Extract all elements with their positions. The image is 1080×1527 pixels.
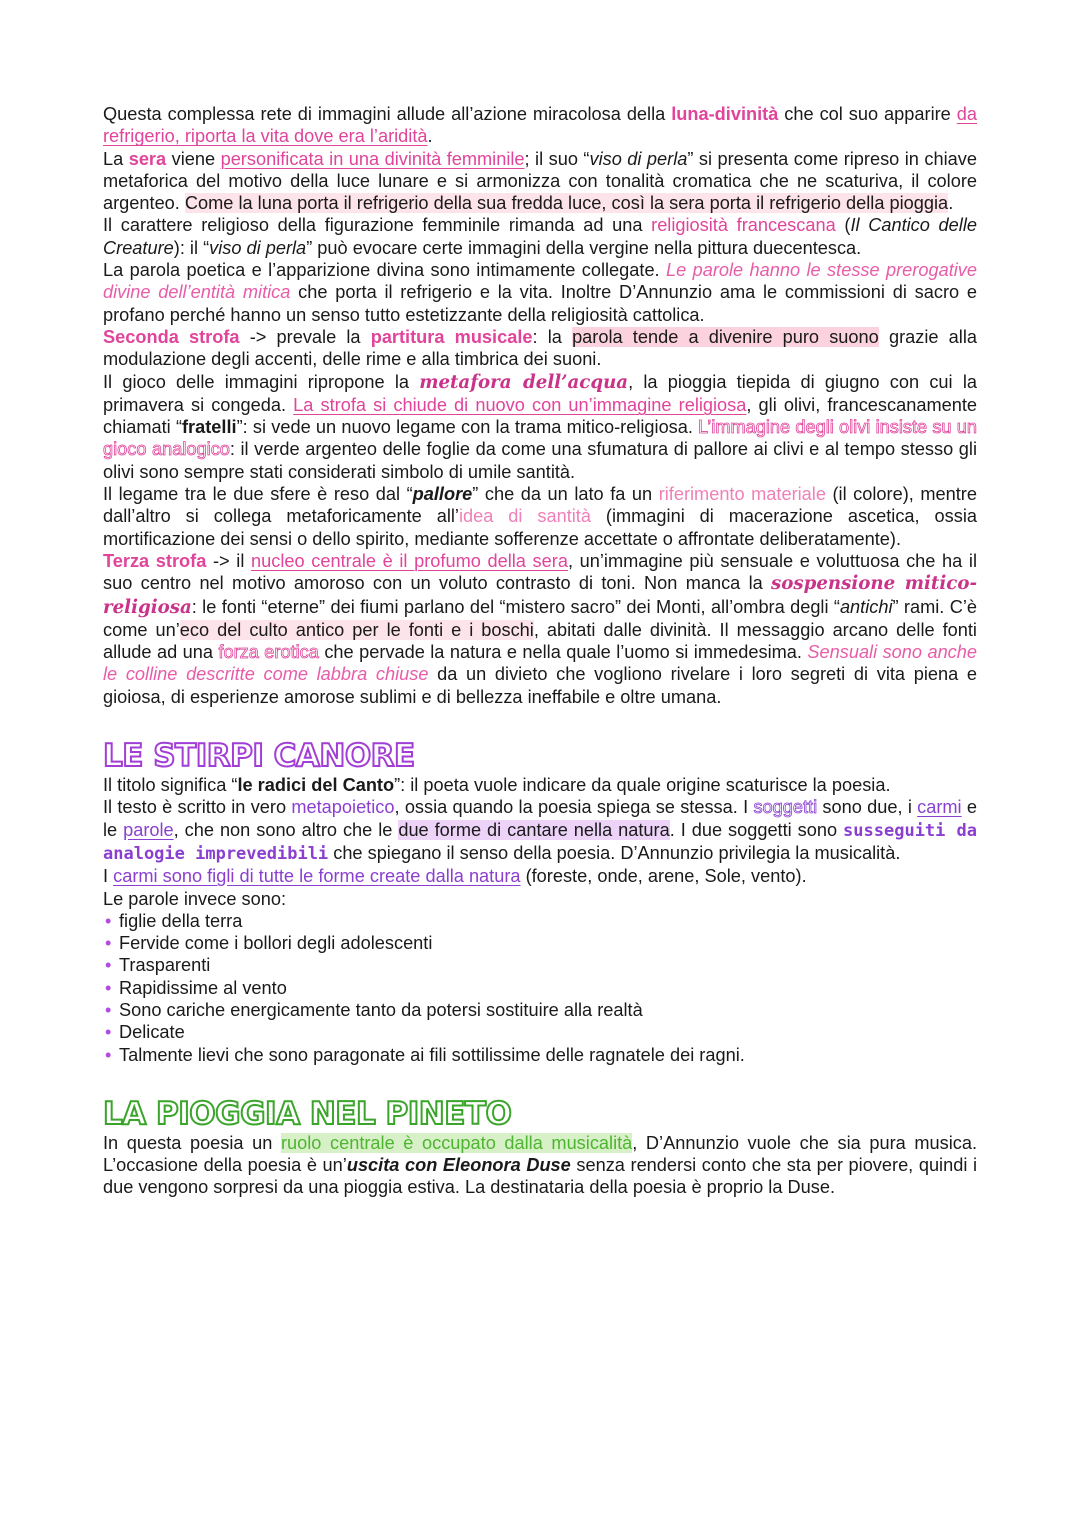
text: , gli olivi, francescanamente chiamati “ xyxy=(103,394,977,438)
text: ; il suo “ xyxy=(524,148,590,169)
text: ( xyxy=(835,215,851,236)
underlined-word: parole xyxy=(123,819,174,840)
text: (immagini di macerazione ascetica, ossia mortificazione dei sensi o dello spirito, mediante sofferenze accettate o affrontate deliberatamente). xyxy=(103,506,977,549)
bullet-dot: • xyxy=(105,999,112,1020)
text: , D’Annunzio vuole che sia pura musica. L’occasione della poesia è un’ xyxy=(103,1132,977,1176)
italic-quote: viso di perla xyxy=(209,237,307,258)
paragraph-metapoietico xyxy=(103,796,977,865)
text: che col suo apparire xyxy=(778,104,957,124)
text: (foreste, onde, arene, Sole, vento). xyxy=(520,866,807,887)
text: -> il xyxy=(206,550,252,571)
underlined-phrase: personificata in una divinità femminile xyxy=(220,148,525,169)
italic-quote: viso di perla xyxy=(589,148,688,169)
underlined-phrase: nucleo centrale è il profumo della sera xyxy=(251,550,568,571)
text: (il colore), mentre dall’altro si collega metaforicamente all’ xyxy=(103,484,977,527)
paragraph-parola-poetica xyxy=(103,259,977,326)
keyword-partitura: partitura musicale xyxy=(370,326,533,347)
text: La parola poetica e l’apparizione divina sono intimamente collegate. xyxy=(103,260,666,281)
bullet-dot: • xyxy=(105,955,112,976)
italic-word: antichi xyxy=(839,596,893,617)
underlined-phrase: carmi sono figli di tutte le forme create dalla natura xyxy=(113,866,521,887)
heading-le-stirpi-canore: LE STIRPI CANORE xyxy=(103,738,415,775)
text: da un divieto che vogliono rivelare i loro segreti di vita piena e gioiosa, di esperienze amorose sublimi e di bellezza ineffabile e oltre umana. xyxy=(103,664,977,707)
italic-pink-phrase: Sensuali sono anche le colline descritte come labbra chiuse xyxy=(103,642,978,685)
bullet-dot: • xyxy=(105,1044,112,1065)
text: I xyxy=(103,866,114,887)
text: che pervade la natura e nella quale l’uomo si immedesima. xyxy=(318,642,808,663)
paragraph-immagini xyxy=(103,371,977,483)
bullet-list xyxy=(103,910,977,1066)
italic-title: Il Cantico delle Creature xyxy=(103,215,977,258)
bullet-dot: • xyxy=(105,977,112,998)
text: senza rendersi conto che sta per piovere, quindi i due vengono sorpresi da una pioggia estiva. La destinataria della poesia è proprio la Duse. xyxy=(103,1155,977,1198)
text: , ossia quando la poesia spiega se stessa. I xyxy=(394,797,754,818)
text: , un’immagine più sensuale e voluttuosa che ha il suo centro nel motivo amoroso con un voluto contrasto di toni. Non manca la xyxy=(103,550,978,594)
paragraph-pioggia xyxy=(103,1132,977,1199)
text: : il verde argenteo delle foglie da come una sfumatura di pallore ai clivi e al tempo stesso gli olivi sono sempre stati considerati simbolo di umile santità. xyxy=(103,439,977,482)
text: Questa complessa rete di immagini allude all’azione miracolosa della xyxy=(103,104,672,124)
bold-italic-word: pallore xyxy=(412,484,473,505)
keyword-sera: sera xyxy=(128,148,167,169)
bullet-dot: • xyxy=(105,910,112,931)
text: grazie alla modulazione degli accenti, delle rime e alla timbrica dei suoni. xyxy=(103,326,977,370)
paragraph-religioso xyxy=(103,214,977,259)
text: . xyxy=(948,193,954,214)
bold-word: fratelli xyxy=(182,417,237,438)
text: : le fonti “eterne” dei fiumi parlano del “mistero sacro” dei Monti, all’ombra degli “ xyxy=(191,596,840,617)
text: -> prevale la xyxy=(239,326,371,347)
underlined-phrase: La strofa si chiude di nuovo con un’immagine religiosa xyxy=(293,394,747,415)
text: , che non sono altro che le xyxy=(173,819,399,840)
text: e le xyxy=(103,797,978,840)
bold-italic-phrase: uscita con Eleonora Duse xyxy=(346,1155,571,1176)
text: Il gioco delle immagini ripropone la xyxy=(103,371,420,392)
text: ” rami. C’è come un’ xyxy=(103,596,977,640)
text: . I due soggetti sono xyxy=(669,819,844,840)
list-item: • Sono cariche energicamente tanto da potersi sostituire alla realtà xyxy=(105,999,643,1020)
bold-phrase: le radici del Canto xyxy=(237,775,395,796)
paragraph-pallore xyxy=(103,483,977,550)
underlined-word: carmi xyxy=(917,797,962,818)
keyword-metapoietico: metapoietico xyxy=(291,797,395,818)
keyword-luna-divinita: luna-divinità xyxy=(671,104,779,124)
keyword-metafora: metafora dell’acqua xyxy=(419,371,629,393)
text: : la xyxy=(532,326,573,347)
text: che spiegano il senso della poesia. D’Annunzio privilegia la musicalità. xyxy=(328,842,901,863)
text: che porta il refrigerio e la vita. Inoltre D’Annunzio ama le commissioni di sacro e profano perché hanno un senso tutto estetizzante della religiosità cattolica. xyxy=(103,282,977,325)
bullet-dot: • xyxy=(105,933,112,954)
text: In questa poesia un xyxy=(103,1132,281,1153)
paragraph-terza-strofa xyxy=(103,550,977,708)
keyword-santita: idea di santità xyxy=(458,506,591,527)
bullet-dot: • xyxy=(105,1022,112,1043)
paragraph-luna xyxy=(103,103,977,148)
highlighted-phrase: Come la luna porta il refrigerio della sua fredda luce, così la sera porta il refrigerio della pioggia xyxy=(184,193,949,214)
paragraph-seconda-strofa xyxy=(103,326,977,371)
italic-pink-phrase: Le parole hanno le stesse prerogative divine dell’entità mitica xyxy=(103,260,977,303)
text: , la pioggia tiepida di giugno con cui la primavera si congeda. xyxy=(103,371,977,415)
label-terza-strofa: Terza strofa xyxy=(103,550,207,571)
underlined-phrase: da refrigerio, riporta la vita dove era l’aridità xyxy=(103,104,977,147)
highlighted-phrase: due forme di cantare nella natura xyxy=(398,819,670,840)
text: , abitati dalle divinità. Il messaggio arcano delle fonti allude ad una xyxy=(103,619,977,663)
keyword-riferimento: riferimento materiale xyxy=(658,484,826,505)
list-item: • Rapidissime al vento xyxy=(105,977,287,998)
text: ”: il poeta vuole indicare da quale origine scaturisce la poesia. xyxy=(394,775,891,796)
outlined-word: soggetti xyxy=(753,797,818,818)
paragraph-parole-intro: Le parole invece sono: xyxy=(103,888,287,909)
text: ): il “ xyxy=(173,237,210,258)
keyword-religiosita: religiosità francescana xyxy=(651,215,836,236)
text: Il testo è scritto in vero xyxy=(103,797,292,818)
list-item: • Fervide come i bollori degli adolescenti xyxy=(105,933,433,954)
paragraph-sera xyxy=(103,148,977,215)
text: Il carattere religioso della figurazione femminile rimanda ad una xyxy=(103,215,652,236)
list-item: • figlie della terra xyxy=(105,910,243,931)
text: sono due, i xyxy=(817,797,918,818)
text: ” si presenta come ripreso in chiave metaforica del motivo della luce lunare e si armonizza con tonalità cromatica che ne scaturiva, il colore argenteo. xyxy=(103,148,977,214)
paragraph-carmi xyxy=(103,865,977,887)
text: viene xyxy=(166,148,221,169)
list-item: • Delicate xyxy=(105,1022,185,1043)
highlighted-phrase: parola tende a divenire puro suono xyxy=(572,326,879,347)
highlighted-phrase: ruolo centrale è occupato dalla musicalità xyxy=(280,1132,633,1153)
text: . xyxy=(427,126,433,147)
paragraph-titolo xyxy=(103,774,977,796)
text: La xyxy=(103,148,129,169)
keyword-sospensione: sospensione mitico-religiosa xyxy=(103,573,977,618)
outlined-phrase: forza erotica xyxy=(218,642,319,663)
text: ” può evocare certe immagini della vergine nella pittura duecentesca. xyxy=(306,237,862,258)
highlighted-phrase: eco del culto antico per le fonti e i boschi xyxy=(179,619,534,640)
heading-la-pioggia-nel-pineto: LA PIOGGIA NEL PINETO xyxy=(103,1095,512,1132)
list-item: • Talmente lievi che sono paragonate ai fili sottilissime delle ragnatele dei ragni. xyxy=(105,1044,745,1065)
outlined-phrase: L’immagine degli olivi insiste su un gioco analogico xyxy=(103,417,977,460)
text: Il legame tra le due sfere è reso dal “ xyxy=(103,484,413,505)
text: ” che da un lato fa un xyxy=(472,484,659,505)
text: Il titolo significa “ xyxy=(103,775,238,796)
label-seconda-strofa: Seconda strofa xyxy=(103,326,240,347)
mono-phrase: susseguiti da analogie imprevedibili xyxy=(103,820,977,864)
text: ”: si vede un nuovo legame con la trama mitico-religiosa. xyxy=(236,417,699,438)
list-item: • Trasparenti xyxy=(105,955,211,976)
